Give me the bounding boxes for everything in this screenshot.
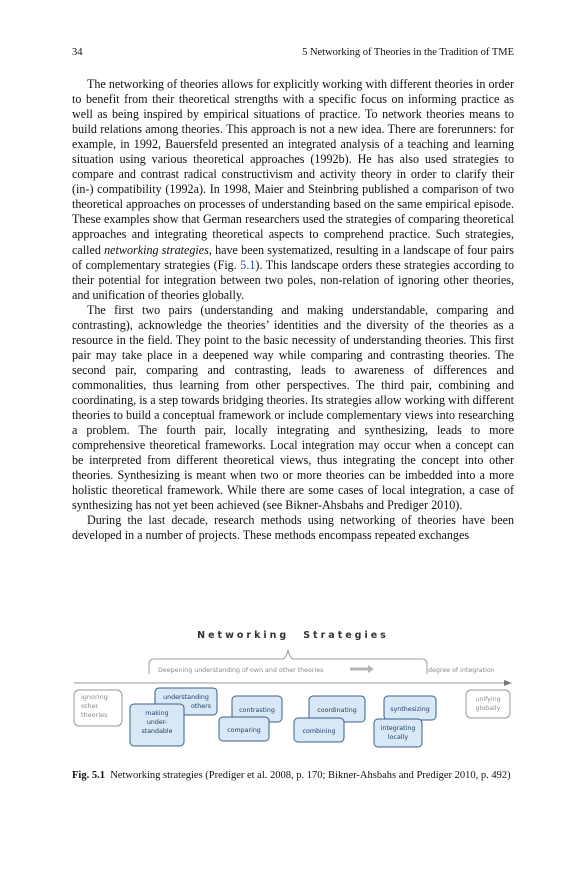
paragraph-2: The first two pairs (understanding and making understandable, comparing and contrasting), acknowledge the theories’ identities and the diversity of the theories as a resource in the field. They point to the basic necessity of understanding theories. This first pair may take place in a deepened way while comparing and contrasting theories. The second pair, comparing and contrasting, leads to awareness of differences and commonalities, thus learning from other perspectives. The third pair, combining and coordinating, is a step towards bridging theories. Its strategies allow working with different theories to build a conceptual framework or include complementary views into researching a problem. The fourth pair, locally integrating and synthesizing, leads to more comprehensive theoretical frameworks. Local integration may occur when a concept can be interpreted from different theoretical views, thus integrating the concept into other theories. Synthesizing is meant when two or more theories can be imbedded into a more holistic theoretical framework. While there are some cases of local integration, a case of synthesizing has not yet been achieved (see Bikner-Ahsbahs and Prediger 2010). — [72, 302, 514, 513]
box-comparing-label: comparing — [227, 727, 261, 734]
box-making-line-2: under- — [146, 719, 168, 726]
box-understanding-line-1: understanding — [163, 694, 209, 701]
box-coordinating-label: coordinating — [317, 707, 357, 714]
pole-left-line-2: other — [81, 702, 99, 710]
box-integrating-locally — [374, 719, 422, 747]
pole-left-line-1: ignoring — [81, 693, 108, 701]
box-contrasting-label: contrasting — [239, 707, 275, 714]
running-head-title: 5 Networking of Theories in the Tradition of TME — [302, 47, 514, 58]
figure-reference-link[interactable]: 5.1 — [240, 257, 256, 272]
body-text — [72, 77, 514, 543]
pole-right-line-2: globally — [475, 705, 501, 712]
figure-caption — [72, 769, 514, 783]
box-combining-label: combining — [302, 728, 336, 735]
box-integrating-line-2: locally — [387, 734, 409, 741]
caption-label: Fig. 5.1 — [72, 770, 105, 781]
networking-strategies-diagram — [72, 644, 514, 760]
deepening-arrow-head — [350, 665, 374, 673]
box-understanding-line-2: others — [190, 703, 211, 710]
arrow-label: Deepening understanding of own and other theories — [158, 667, 324, 674]
box-making-line-3: standable — [141, 728, 173, 735]
degree-label: degree of integration — [428, 667, 495, 674]
box-making-line-1: making — [145, 710, 169, 717]
figure-title: Networking Strategies — [197, 630, 389, 641]
paragraph-3: During the last decade, research methods using networking of theories have been developed in a number of projects. These methods encompass repeated exchanges — [72, 513, 514, 543]
figure-networking-strategies — [72, 630, 514, 760]
emphasis-networking-strategies: networking strategies — [104, 242, 209, 257]
pole-right-line-1: unifying — [475, 696, 501, 703]
pole-unifying-globally — [466, 690, 510, 718]
box-integrating-line-1: integrating — [380, 725, 416, 732]
box-synthesizing-label: synthesizing — [390, 706, 430, 713]
caption-text: Networking strategies (Prediger et al. 2008, p. 170; Bikner-Ahsbahs and Prediger 2010, p. 492) — [110, 770, 511, 781]
running-header — [72, 47, 514, 61]
page-number: 34 — [72, 47, 83, 58]
pole-left-line-3: theories — [81, 711, 108, 719]
axis-arrow-head — [504, 680, 512, 686]
paragraph-1: The networking of theories allows for explicitly working with different theories in order to benefit from their theoretical strengths with a specific focus on informing practice as well as being inspired by empirical situations of practice. To network theories means to build relations among theories. This approach is not a new idea. There are forerunners: for example, in 1992, Bauersfeld presented an integrated analysis of a teaching and learning situation using various theoretical approaches (1992b). He has also used strategies to compare and contrast radical constructivism and activity theory in order to clarify their (in-) compatibility (1992a). In 1998, Maier and Steinbring published a comparison of two theoretical approaches on processes of understanding based on the same empirical episode. These examples show that German researchers used the strategies of comparing theoretical approaches and integrating theoretical aspects to comprehend practice. Such strategies, called networking strategies, have been systematized, resulting in a landscape of four pairs of complementary strategies (Fig. 5.1). This landscape orders these strategies according to their potential for integration between two poles, non-relation of ignoring other theories, and unification of theories globally. — [72, 77, 514, 302]
